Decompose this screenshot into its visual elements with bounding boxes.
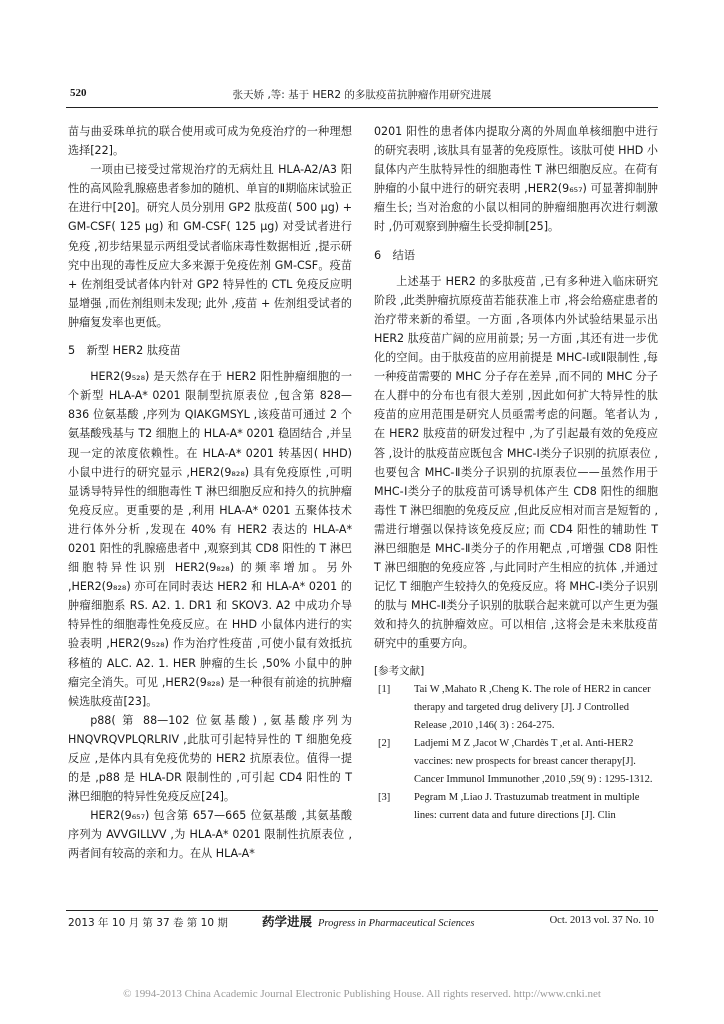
right-column (374, 122, 658, 825)
reference-text: Pegram M ,Liao J. Trastuzumab treatment in multiple lines: current data and future directions [J]. Clin (414, 791, 640, 821)
reference-item (374, 789, 658, 825)
references-title: [参考文献] (374, 664, 425, 677)
paragraph: 苗与曲妥珠单抗的联合使用或可成为免疫治疗的一种理想选择[22]。 (68, 125, 352, 158)
header-rule (66, 107, 658, 108)
left-column (68, 122, 352, 864)
footer-rule (66, 910, 658, 911)
paragraph: p88( 第 88—102 位氨基酸) ,氨基酸序列为 HNQVRQVPLQRLRIV ,此肽可引起特异性的 T 细胞免疫反应 ,是体内具有免疫优势的 HER2 抗原表位。值得一提的是 ,p88 是 HLA-DR 限制性的 ,可引起 CD4 阳性的 T 淋巴细胞的特异性免疫反应[24]。 (68, 713, 352, 804)
paragraph: 上述基于 HER2 的多肽疫苗 ,已有多种进入临床研究阶段 ,此类肿瘤抗原疫苗若能获准上市 ,将会给癌症患者的治疗带来新的希望。一方面 ,各项体内外试验结果显示出 HER2 肽疫苗广阔的应用前景; 另一方面 ,其还有进一步优化的空间。由于肽疫苗的应用前提是 MHC-Ⅰ或Ⅱ限制性 ,每一种疫苗需要的 MHC 分子存在差异 ,而不同的 MHC 分子在人群中的分布也有很大差别 ,因此如何扩大特异性的肽疫苗的应用范围是研究人员亟需考虑的问题。笔者认为 ,在 HER2 肽疫苗的研发过程中 ,为了引起最有效的免疫应答 ,设计的肽疫苗应既包含 MHC-Ⅰ类分子识别的抗原表位 ,也要包含 MHC-Ⅱ类分子识别的抗原表位——虽然作用于 MHC-Ⅰ类分子的肽疫苗可诱导机体产生 CD8 阳性的细胞毒性 T 淋巴细胞的免疫反应 ,但此反应相对而言是短暂的 ,需进行增强以保持该免疫反应; 而 CD4 阳性的辅助性 T 淋巴细胞是 MHC-Ⅱ类分子的作用靶点 ,可增强 CD8 阳性 T 淋巴细胞的免疫应答 ,与此同时产生相应的抗体 ,并通过记忆 T 细胞产生较持久的免疫反应。将 MHC-Ⅰ类分子识别的肽与 MHC-Ⅱ类分子识别的肽联合起来就可以产生更为强效和持久的抗肿瘤效应。可以相信 ,这将会是未来肽疫苗研究中的重要方向。 (374, 274, 658, 651)
footer-journal (262, 912, 474, 930)
reference-number: [1] (378, 683, 391, 695)
reference-item (374, 681, 658, 735)
reference-text: Ladjemi M Z ,Jacot W ,Chardès T ,et al. Anti-HER2 vaccines: new prospects for breast cancer therapy[J]. Cancer Immunol Immunother ,2010 ,59( 9) : 1295-1312. (414, 737, 653, 785)
paragraph: 0201 阳性的患者体内提取分离的外周血单核细胞中进行的研究表明 ,该肽具有显著的免疫原性。该肽可使 HHD 小鼠体内产生肽特异性的细胞毒性 T 淋巴细胞反应。在荷有肿瘤的小鼠中进行的研究表明 ,HER2(9₆₅₇) 可显著抑制肿瘤生长; 当对治愈的小鼠以相同的肿瘤细胞再次进行刺激时 ,仍可观察到肿瘤生长受抑制[25]。 (374, 125, 658, 234)
reference-number: [2] (378, 737, 391, 749)
paragraph: HER2(9₆₅₇) 包含第 657—665 位氨基酸 ,其氨基酸序列为 AVVGILLVV ,为 HLA-A* 0201 限制性抗原表位 ,两者间有较高的亲和力。在从 HLA-A* (68, 809, 352, 861)
page-number: 520 (70, 87, 87, 99)
reference-text: Tai W ,Mahato R ,Cheng K. The role of HER2 in cancer therapy and targeted drug delivery [J]. J Controlled Release ,2010 ,146( 3) : 264-275. (414, 683, 651, 731)
paragraph: 一项由已接受过常规治疗的无病灶且 HLA-A2/A3 阳性的高风险乳腺癌患者参加的随机、单盲的Ⅱ期临床试验正在进行中[20]。研究人员分别用 GP2 肽疫苗( 500 μg) + GM-CSF( 125 μg) 和 GM-CSF( 125 μg) 对受试者进行免疫 ,初步结果显示两组受试者临床毒性数据相近 ,提示研究中出现的毒性反应大多来源于免疫佐剂 GM-CSF。疫苗 + 佐剂组受试者体内针对 GP2 特异性的 CTL 免疫反应明显增强 ,而佐剂组则未发现; 此外 ,疫苗 + 佐剂组受试者的肿瘤复发率也更低。 (68, 163, 352, 329)
paragraph: HER2(9₅₂₈) 是天然存在于 HER2 阳性肿瘤细胞的一个新型 HLA-A* 0201 限制型抗原表位 ,包含第 828—836 位氨基酸 ,序列为 QIAKGMSYL ,该疫苗可通过 2 个氨基酸残基与 T2 细胞上的 HLA-A* 0201 稳固结合 ,并呈现一定的浓度依赖性。在 HLA-A* 0201 转基因( HHD) 小鼠中进行的研究显示 ,HER2(9₈₂₈) 具有免疫原性 ,可明显诱导特异性的细胞毒性 T 淋巴细胞反应和持久的抗肿瘤免疫反应。更重要的是 ,利用 HLA-A* 0201 五聚体技术进行体外分析 ,发现在 40% 有 HER2 表达的 HLA-A* 0201 阳性的乳腺癌患者中 ,观察到其 CD8 阳性的 T 淋巴细胞特异性识别 HER2(9₈₂₈) 的频率增加。另外 ,HER2(9₈₂₈) 亦可在同时表达 HER2 和 HLA-A* 0201 的肿瘤细胞系 RS. A2. 1. DR1 和 SKOV3. A2 中成功介导特异性的细胞毒性免疫反应。在 HHD 小鼠体内进行的实验表明 ,HER2(9₅₂₈) 作为治疗性疫苗 ,可使小鼠有效抵抗移植的 ALC. A2. 1. HER 肿瘤的生长 ,50% 小鼠中的肿瘤完全消失。可见 ,HER2(9₈₂₈) 是一种很有前途的抗肿瘤候选肽疫苗[23]。 (68, 370, 352, 708)
footer-issue-cn: 2013 年 10 月 第 37 卷 第 10 期 (68, 917, 228, 929)
running-head: 张天娇 ,等: 基于 HER2 的多肽疫苗抗肿瘤作用研究进展 (232, 89, 492, 101)
journal-name-en: Progress in Pharmaceutical Sciences (318, 918, 475, 929)
journal-name-cn: 药学进展 (262, 914, 313, 929)
reference-number: [3] (378, 791, 391, 803)
section-heading-6: 6 结语 (374, 248, 416, 262)
reference-item (374, 735, 658, 789)
copyright-watermark: © 1994-2013 China Academic Journal Electronic Publishing House. All rights reserved. http://www.cnki.net (123, 988, 601, 1000)
footer-issue-en: Oct. 2013 vol. 37 No. 10 (549, 915, 654, 926)
section-heading-5: 5 新型 HER2 肽疫苗 (68, 344, 181, 358)
